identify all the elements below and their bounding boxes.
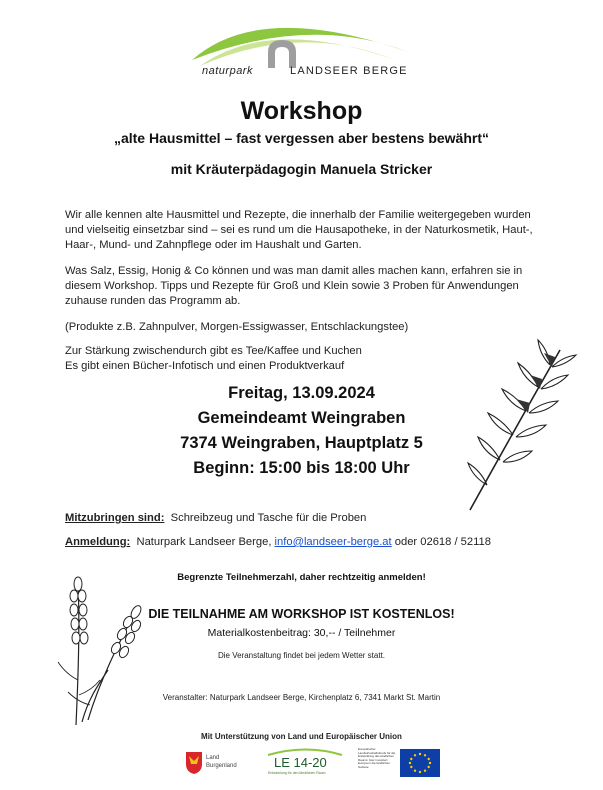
eu-logo: [358, 748, 440, 778]
registration-email-link[interactable]: info@landseer-berge.at: [274, 536, 392, 548]
herb-sprig-right-illustration: [440, 325, 590, 520]
le-subtitle: Entwicklung für den ländlichen Raum: [268, 771, 326, 775]
registration-phone: oder 02618 / 52118: [394, 536, 491, 548]
event-time: Beginn: 15:00 bis 18:00 Uhr: [193, 459, 410, 477]
registration-line: [65, 536, 491, 548]
bring-line: [65, 512, 366, 524]
bring-label: Mitzubringen sind:: [65, 512, 165, 524]
products-paragraph: (Produkte z.B. Zahnpulver, Morgen-Essigwasser, Entschlackungstee): [65, 321, 409, 333]
material-cost: Materialkostenbeitrag: 30,-- / Teilnehmer: [207, 627, 396, 639]
bring-value: Schreibzeug und Tasche für die Proben: [170, 512, 367, 524]
eu-flag-icon: [400, 749, 440, 777]
free-participation-notice: DIE TEILNAHME AM WORKSHOP IST KOSTENLOS!: [148, 607, 455, 621]
program-paragraph: Was Salz, Essig, Honig & Co können und was man damit alles machen kann, erfahren sie in diesem Workshop. Tipps und Rezepte für Groß und Klein sowie 3 Proben für Anwendungen zuhause runden das Programm ab.: [65, 265, 523, 307]
logo-naturpark-text: naturpark: [202, 65, 253, 77]
event-venue: Gemeindeamt Weingraben: [197, 409, 406, 427]
extras-line-2: Es gibt einen Bücher-Infotisch und einen Produktverkauf: [65, 360, 345, 372]
registration-org: Naturpark Landseer Berge,: [136, 536, 272, 548]
burgenland-logo: [186, 750, 246, 778]
event-date: Freitag, 13.09.2024: [228, 384, 375, 402]
logo-arc-graphic: [190, 8, 410, 68]
page-title: Workshop: [240, 97, 363, 125]
burgenland-shield-icon: [186, 752, 202, 774]
weather-note: Die Veranstaltung findet bei jedem Wetter statt.: [217, 651, 386, 660]
event-address: 7374 Weingraben, Hauptplatz 5: [180, 434, 423, 452]
le-14-20-logo: [266, 748, 344, 780]
support-line: Mit Unterstützung von Land und Europäischer Union: [201, 732, 402, 741]
sponsor-logos: [186, 748, 440, 780]
le-title: LE 14-20: [274, 755, 327, 770]
extras-line-1: Zur Stärkung zwischendurch gibt es Tee/Kaffee und Kuchen: [65, 345, 362, 357]
workshop-subtitle: „alte Hausmittel – fast vergessen aber bestens bewährt“: [113, 130, 490, 146]
intro-paragraph: Wir alle kennen alte Hausmittel und Rezepte, die innerhalb der Familie weitergegeben wurden und vielseitig einsetzbar sind – sei es rund um die Hausapotheke, in der Naturkosmetik, Haut-, Haar-, Mund- und Zahnpflege oder im Haushalt und Garten.: [65, 209, 533, 251]
lavender-left-illustration: [38, 570, 153, 730]
burgenland-name-text: Burgenland: [206, 763, 237, 769]
naturpark-logo: [190, 8, 410, 88]
organizer-line: Veranstalter: Naturpark Landseer Berge, Kirchenplatz 6, 7341 Markt St. Martin: [162, 693, 441, 702]
eu-fund-text: Europäischer Landwirtschaftsfonds für die Entwicklung des ländlichen Raums: Hier investiert Europa in die ländlichen Gebiete: [358, 748, 396, 769]
logo-landseer-text: LANDSEER BERGE: [290, 65, 408, 77]
guide-line: mit Kräuterpädagogin Manuela Stricker: [170, 161, 433, 177]
registration-label: Anmeldung:: [65, 536, 131, 548]
burgenland-land-text: Land: [206, 755, 220, 761]
limited-participants-note: Begrenzte Teilnehmerzahl, daher rechtzeitig anmelden!: [177, 572, 426, 583]
